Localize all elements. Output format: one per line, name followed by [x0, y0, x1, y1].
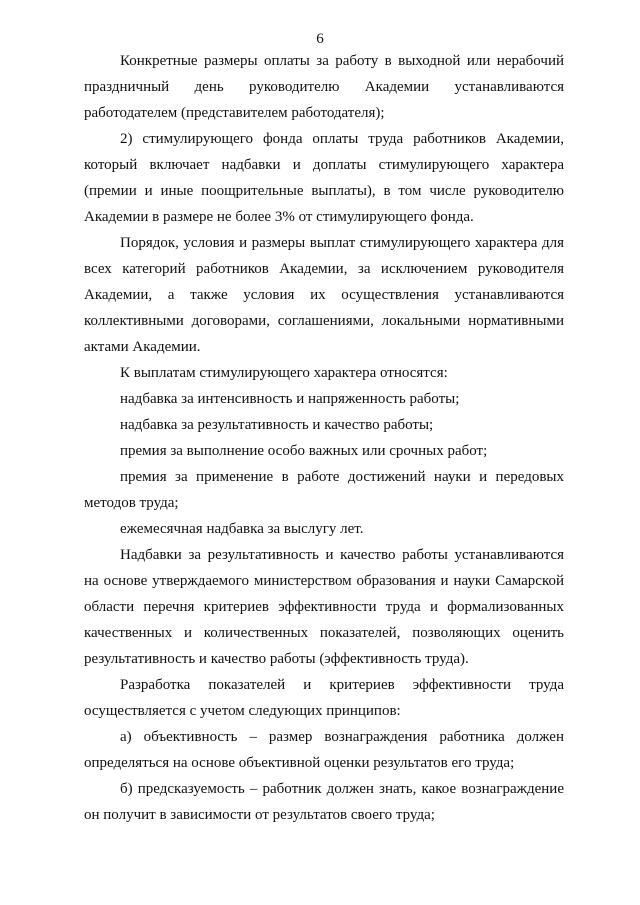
paragraph-principles-intro: Разработка показателей и критериев эффективности труда осуществляется с учетом следующих принципов: [84, 677, 564, 719]
list-item-predictability: б) предсказуемость – работник должен знать, какое вознаграждение он получит в зависимости от результатов своего труда; [84, 781, 564, 823]
paragraph-criteria: Надбавки за результативность и качество работы устанавливаются на основе утверждаемого министерством образования и науки Самарской области перечня критериев эффективности труда и формализованных качественных и количественных показателей, позволяющих оценить результативность и качество работы (эффективность труда). [84, 547, 564, 667]
list-item-seniority-bonus: ежемесячная надбавка за выслугу лет. [120, 521, 364, 537]
list-item-quality-bonus: надбавка за результативность и качество работы; [120, 417, 434, 433]
page-number: 6 [316, 31, 324, 47]
document-body [84, 48, 564, 828]
paragraph-procedure: Порядок, условия и размеры выплат стимулирующего характера для всех категорий работников Академии, за исключением руководителя Академии, а также условия их осуществления устанавливаются коллективными договорами, соглашениями, локальными нормативными актами Академии. [84, 235, 564, 355]
list-item-objectivity: а) объективность – размер вознаграждения работника должен определяться на основе объективной оценки результатов его труда; [84, 729, 564, 771]
list-item-intensity-bonus: надбавка за интенсивность и напряженность работы; [120, 391, 460, 407]
list-item-urgent-work-premium: премия за выполнение особо важных или срочных работ; [120, 443, 488, 459]
paragraph-incentive-types-intro: К выплатам стимулирующего характера относятся: [120, 365, 448, 381]
list-item-science-premium: премия за применение в работе достижений науки и передовых методов труда; [84, 469, 564, 511]
paragraph-incentive-fund: 2) стимулирующего фонда оплаты труда работников Академии, который включает надбавки и доплаты стимулирующего характера (премии и иные поощрительные выплаты), в том числе руководителю Академии в размере не более 3% от стимулирующего фонда. [84, 131, 564, 225]
paragraph-holiday-pay: Конкретные размеры оплаты за работу в выходной или нерабочий праздничный день руководителю Академии устанавливаются работодателем (представителем работодателя); [84, 53, 564, 121]
